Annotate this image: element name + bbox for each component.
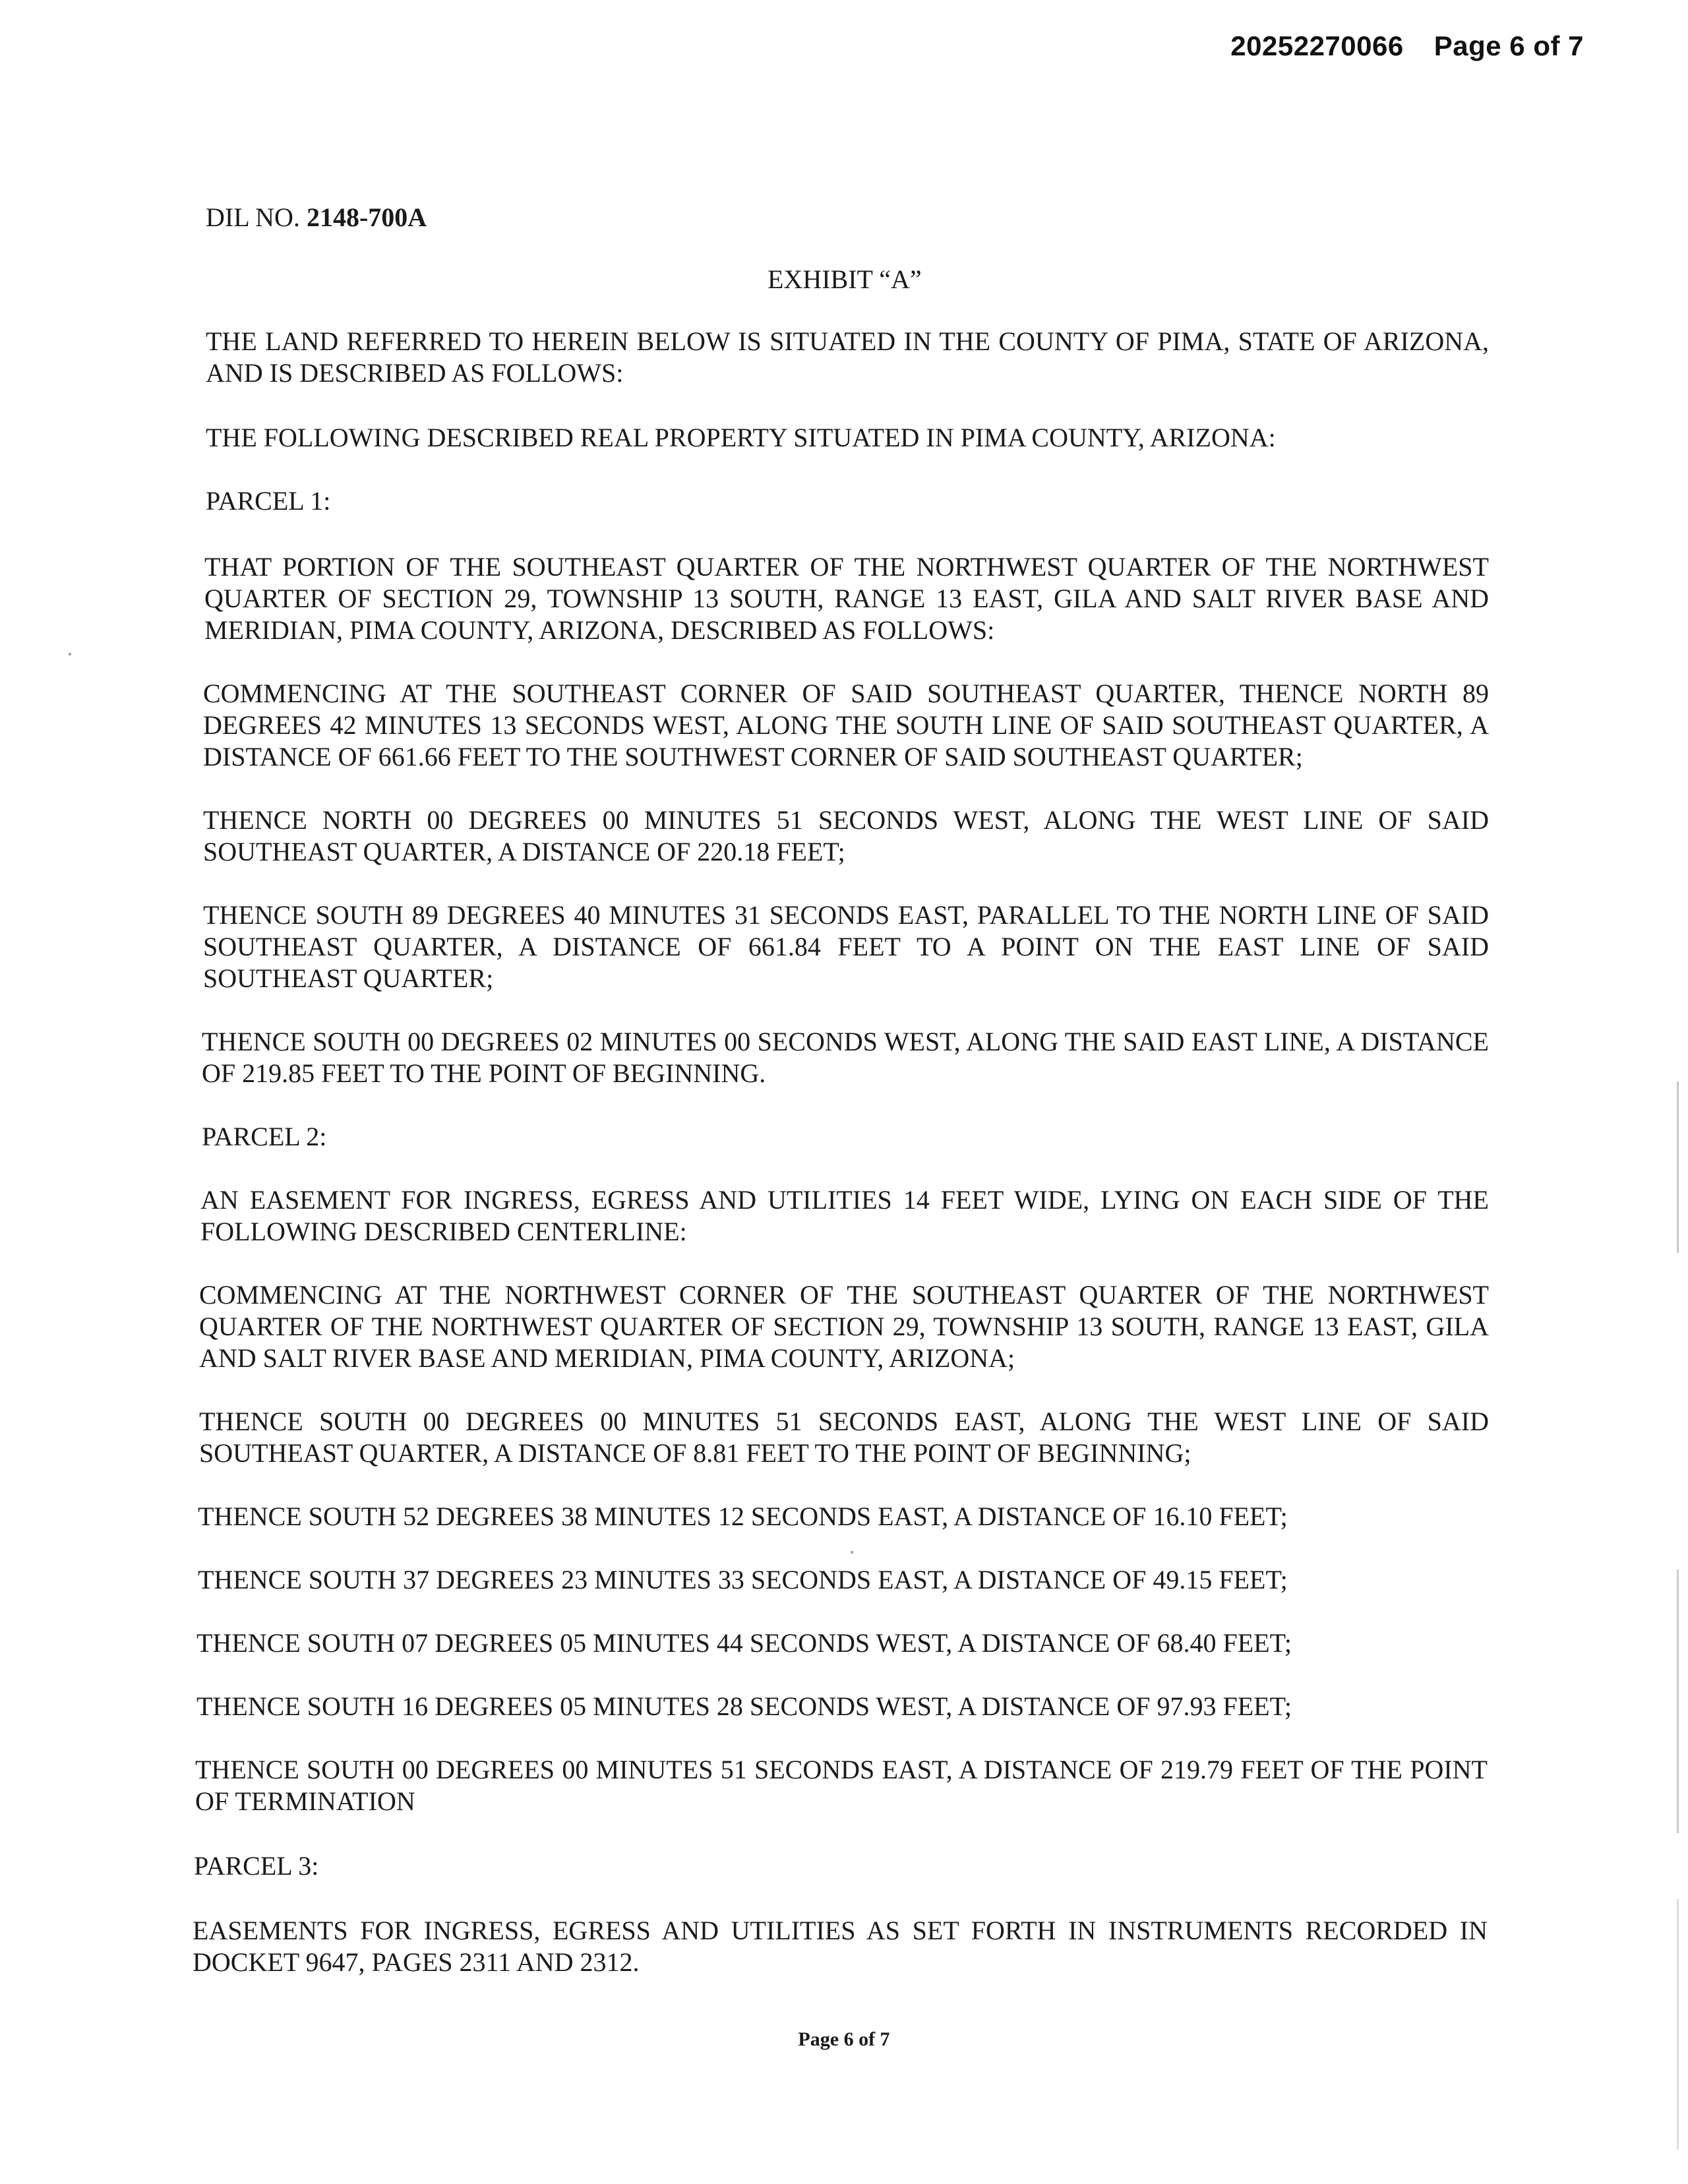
scan-artifact-dot [69, 653, 71, 655]
doc-ref-number: 2148-700A [306, 202, 427, 232]
paragraph-thence-south-89: THENCE SOUTH 89 DEGREES 40 MINUTES 31 SECONDS EAST, PARALLEL TO THE NORTH LINE OF SAID SOUTHEAST QUARTER, A DISTANCE OF 661.84 FEET TO A POINT ON THE EAST LINE OF SAID SOUTHEAST QUARTER; [203, 900, 1489, 993]
exhibit-title: EXHIBIT “A” [768, 264, 922, 294]
paragraph-docket: EASEMENTS FOR INGRESS, EGRESS AND UTILITIES AS SET FORTH IN INSTRUMENTS RECORDED IN DOCKET 9647, PAGES 2311 AND 2312. [193, 1916, 1488, 1977]
heading-parcel-1: PARCEL 1: [206, 486, 331, 516]
paragraph-situated: THE LAND REFERRED TO HEREIN BELOW IS SITUATED IN THE COUNTY OF PIMA, STATE OF ARIZONA, AND IS DESCRIBED AS FOLLOWS: [206, 326, 1489, 388]
paragraph-thence-south-52: THENCE SOUTH 52 DEGREES 38 MINUTES 12 SECONDS EAST, A DISTANCE OF 16.10 FEET; [198, 1502, 1288, 1531]
paragraph-termination: THENCE SOUTH 00 DEGREES 00 MINUTES 51 SECONDS EAST, A DISTANCE OF 219.79 FEET OF THE POINT OF TERMINATION [195, 1755, 1488, 1816]
doc-reference [206, 202, 427, 233]
heading-parcel-2: PARCEL 2: [202, 1122, 327, 1151]
scan-artifact-line [1677, 1569, 1679, 1833]
paragraph-thence-south-00: THENCE SOUTH 00 DEGREES 02 MINUTES 00 SECONDS WEST, ALONG THE SAID EAST LINE, A DISTANCE OF 219.85 FEET TO THE POINT OF BEGINNING. [202, 1027, 1489, 1088]
header-page-label: Page 6 of 7 [1433, 30, 1584, 61]
document-number: 20252270066 [1230, 30, 1404, 61]
paragraph-thence-south-16: THENCE SOUTH 16 DEGREES 05 MINUTES 28 SECONDS WEST, A DISTANCE OF 97.93 FEET; [196, 1691, 1292, 1721]
paragraph-thence-south-37: THENCE SOUTH 37 DEGREES 23 MINUTES 33 SECONDS EAST, A DISTANCE OF 49.15 FEET; [198, 1565, 1288, 1594]
paragraph-thence-south-07: THENCE SOUTH 07 DEGREES 05 MINUTES 44 SECONDS WEST, A DISTANCE OF 68.40 FEET; [196, 1628, 1292, 1658]
scan-artifact-line [1677, 1899, 1679, 2150]
doc-ref-prefix: DIL NO. [206, 202, 300, 232]
recording-stamp [1230, 30, 1584, 62]
paragraph-thence-south-pob: THENCE SOUTH 00 DEGREES 00 MINUTES 51 SECONDS EAST, ALONG THE WEST LINE OF SAID SOUTHEAST QUARTER, A DISTANCE OF 8.81 FEET TO THE POINT OF BEGINNING; [199, 1407, 1489, 1468]
paragraph-thence-north: THENCE NORTH 00 DEGREES 00 MINUTES 51 SECONDS WEST, ALONG THE WEST LINE OF SAID SOUTHEAST QUARTER, A DISTANCE OF 220.18 FEET; [203, 805, 1489, 866]
paragraph-parcel1-description: THAT PORTION OF THE SOUTHEAST QUARTER OF THE NORTHWEST QUARTER OF THE NORTHWEST QUARTER OF SECTION 29, TOWNSHIP 13 SOUTH, RANGE 13 EAST, GILA AND SALT RIVER BASE AND MERIDIAN, PIMA COUNTY, ARIZONA, DESCRIBED AS FOLLOWS: [204, 552, 1489, 645]
paragraph-commencing: COMMENCING AT THE SOUTHEAST CORNER OF SAID SOUTHEAST QUARTER, THENCE NORTH 89 DEGREES 42 MINUTES 13 SECONDS WEST, ALONG THE SOUTH LINE OF SAID SOUTHEAST QUARTER, A DISTANCE OF 661.66 FEET TO THE SOUTHWEST CORNER OF SAID SOUTHEAST QUARTER; [203, 679, 1489, 772]
page-footer: Page 6 of 7 [798, 2028, 890, 2050]
paragraph-easement: AN EASEMENT FOR INGRESS, EGRESS AND UTILITIES 14 FEET WIDE, LYING ON EACH SIDE OF THE FOLLOWING DESCRIBED CENTERLINE: [200, 1185, 1489, 1246]
heading-parcel-3: PARCEL 3: [194, 1851, 319, 1881]
scan-artifact-dot [851, 1551, 853, 1554]
paragraph-property: THE FOLLOWING DESCRIBED REAL PROPERTY SITUATED IN PIMA COUNTY, ARIZONA: [206, 423, 1276, 452]
scan-artifact-line [1677, 1081, 1679, 1253]
paragraph-commencing-nw: COMMENCING AT THE NORTHWEST CORNER OF THE SOUTHEAST QUARTER OF THE NORTHWEST QUARTER OF THE NORTHWEST QUARTER OF SECTION 29, TOWNSHIP 13 SOUTH, RANGE 13 EAST, GILA AND SALT RIVER BASE AND MERIDIAN, PIMA COUNTY, ARIZONA; [199, 1280, 1489, 1373]
